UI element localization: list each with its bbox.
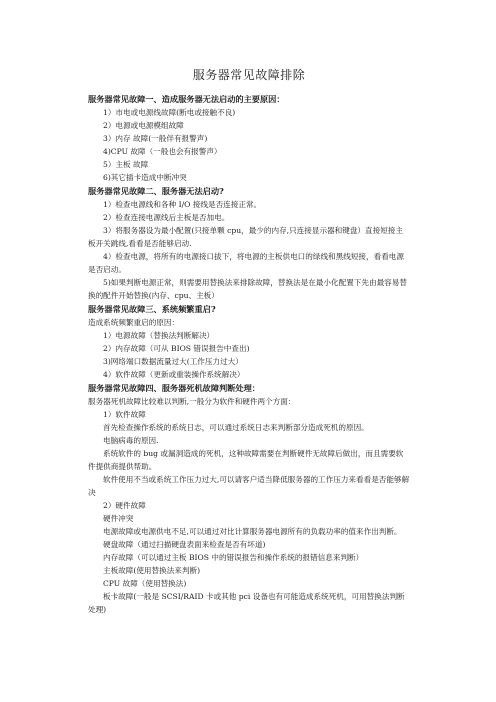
paragraph: 硬件冲突: [103, 514, 134, 523]
paragraph: 首先检查操作系统的系统日志，可以通过系统日志来判断部分造成死机的原因。: [103, 423, 369, 432]
paragraph: 电脑病毒的原因.: [103, 436, 159, 445]
paragraph: 4）软件故障（更新或重装操作系统解决）: [103, 370, 245, 379]
paragraph: 主板故障(使用替换法来判断): [103, 566, 201, 575]
paragraph: 电源故障或电源供电不足,可以通过对比计算服务器电源所有的负载功率的值来作出判断。: [103, 527, 402, 536]
paragraph: CPU 故障（使用替换法): [103, 579, 187, 588]
paragraph: 软件使用不当或系统工作压力过大,可以请客户适当降低服务器的工作压力来看看是否能够解决: [88, 475, 410, 497]
paragraph: 服务器死机故障比较难以判断,一般分为软件和硬件两个方面：: [88, 397, 296, 406]
section-heading: 服务器常见故障三、系统频繁重启?: [88, 304, 216, 314]
paragraph: 3)网络端口数据流量过大(工作压力过大）: [103, 357, 243, 366]
paragraph: 硬盘故障（通过扫描硬盘表面来检查是否有坏道): [103, 540, 266, 549]
document-body: [88, 66, 410, 616]
paragraph: 造成系统频繁重启的原因：: [88, 318, 180, 327]
paragraph: 1）市电或电源线故障(断电或接触不良): [103, 108, 236, 117]
content-blocks: [88, 92, 410, 616]
section-heading: 服务器常见故障二、服务器无法启动?: [88, 186, 224, 196]
paragraph: 3）将服务器设为最小配置(只接单颗 cpu，最少的内存,只连接显示器和键盘）直接短接主板开关跳线,看看是否能够启动.: [88, 226, 403, 248]
paragraph: 4）检查电源，将所有的电源接口拔下，将电源的主板供电口的绿线和黑线短接，看看电源是否启动。: [88, 252, 404, 274]
paragraph: 2）内存故障（可从 BIOS 错误报告中查出): [103, 344, 250, 353]
section-heading: 服务器常见故障一、造成服务器无法启动的主要原因：: [88, 94, 285, 104]
paragraph: 2）硬件故障: [103, 501, 146, 510]
paragraph: 系统软件的 bug 或漏洞造成的死机，这种故障需要在判断硬件无故障后做出，而且需要软件提供商提供帮助。: [88, 449, 404, 471]
paragraph: 内存故障（可以通过主板 BIOS 中的错误报告和操作系统的报错信息来判断）: [103, 553, 364, 562]
paragraph: 1）电源故障（替换法判断解决）: [103, 331, 215, 340]
paragraph: 板卡故障(一般是 SCSI/RAID 卡或其他 pci 设备也有可能造成系统死机，可用替换法判断处理): [88, 592, 405, 614]
paragraph: 5)如果判断电源正常，则需要用替换法来排除故障，替换法是在最小化配置下先由最容易替换的配件开始替换(内存、cpu、主板）: [88, 278, 407, 300]
page-title: 服务器常见故障排除: [192, 68, 306, 82]
section-heading: 服务器常见故障四、服务器死机故障判断处理：: [88, 383, 260, 393]
paragraph: 2）电源或电源模组故障: [103, 121, 184, 130]
paragraph: 5）主板 故障: [103, 160, 149, 169]
paragraph: 4)CPU 故障（一般也会有报警声）: [103, 147, 222, 156]
paragraph: 1）检查电源线和各种 I/O 接线是否连接正常。: [103, 200, 262, 209]
paragraph: 3）内存 故障(一般伴有报警声): [103, 134, 208, 143]
paragraph: 1）软件故障: [103, 410, 146, 419]
paragraph: 2）检查连接电源线后主板是否加电。: [103, 213, 230, 222]
paragraph: 6)其它插卡造成中断冲突: [103, 173, 187, 182]
